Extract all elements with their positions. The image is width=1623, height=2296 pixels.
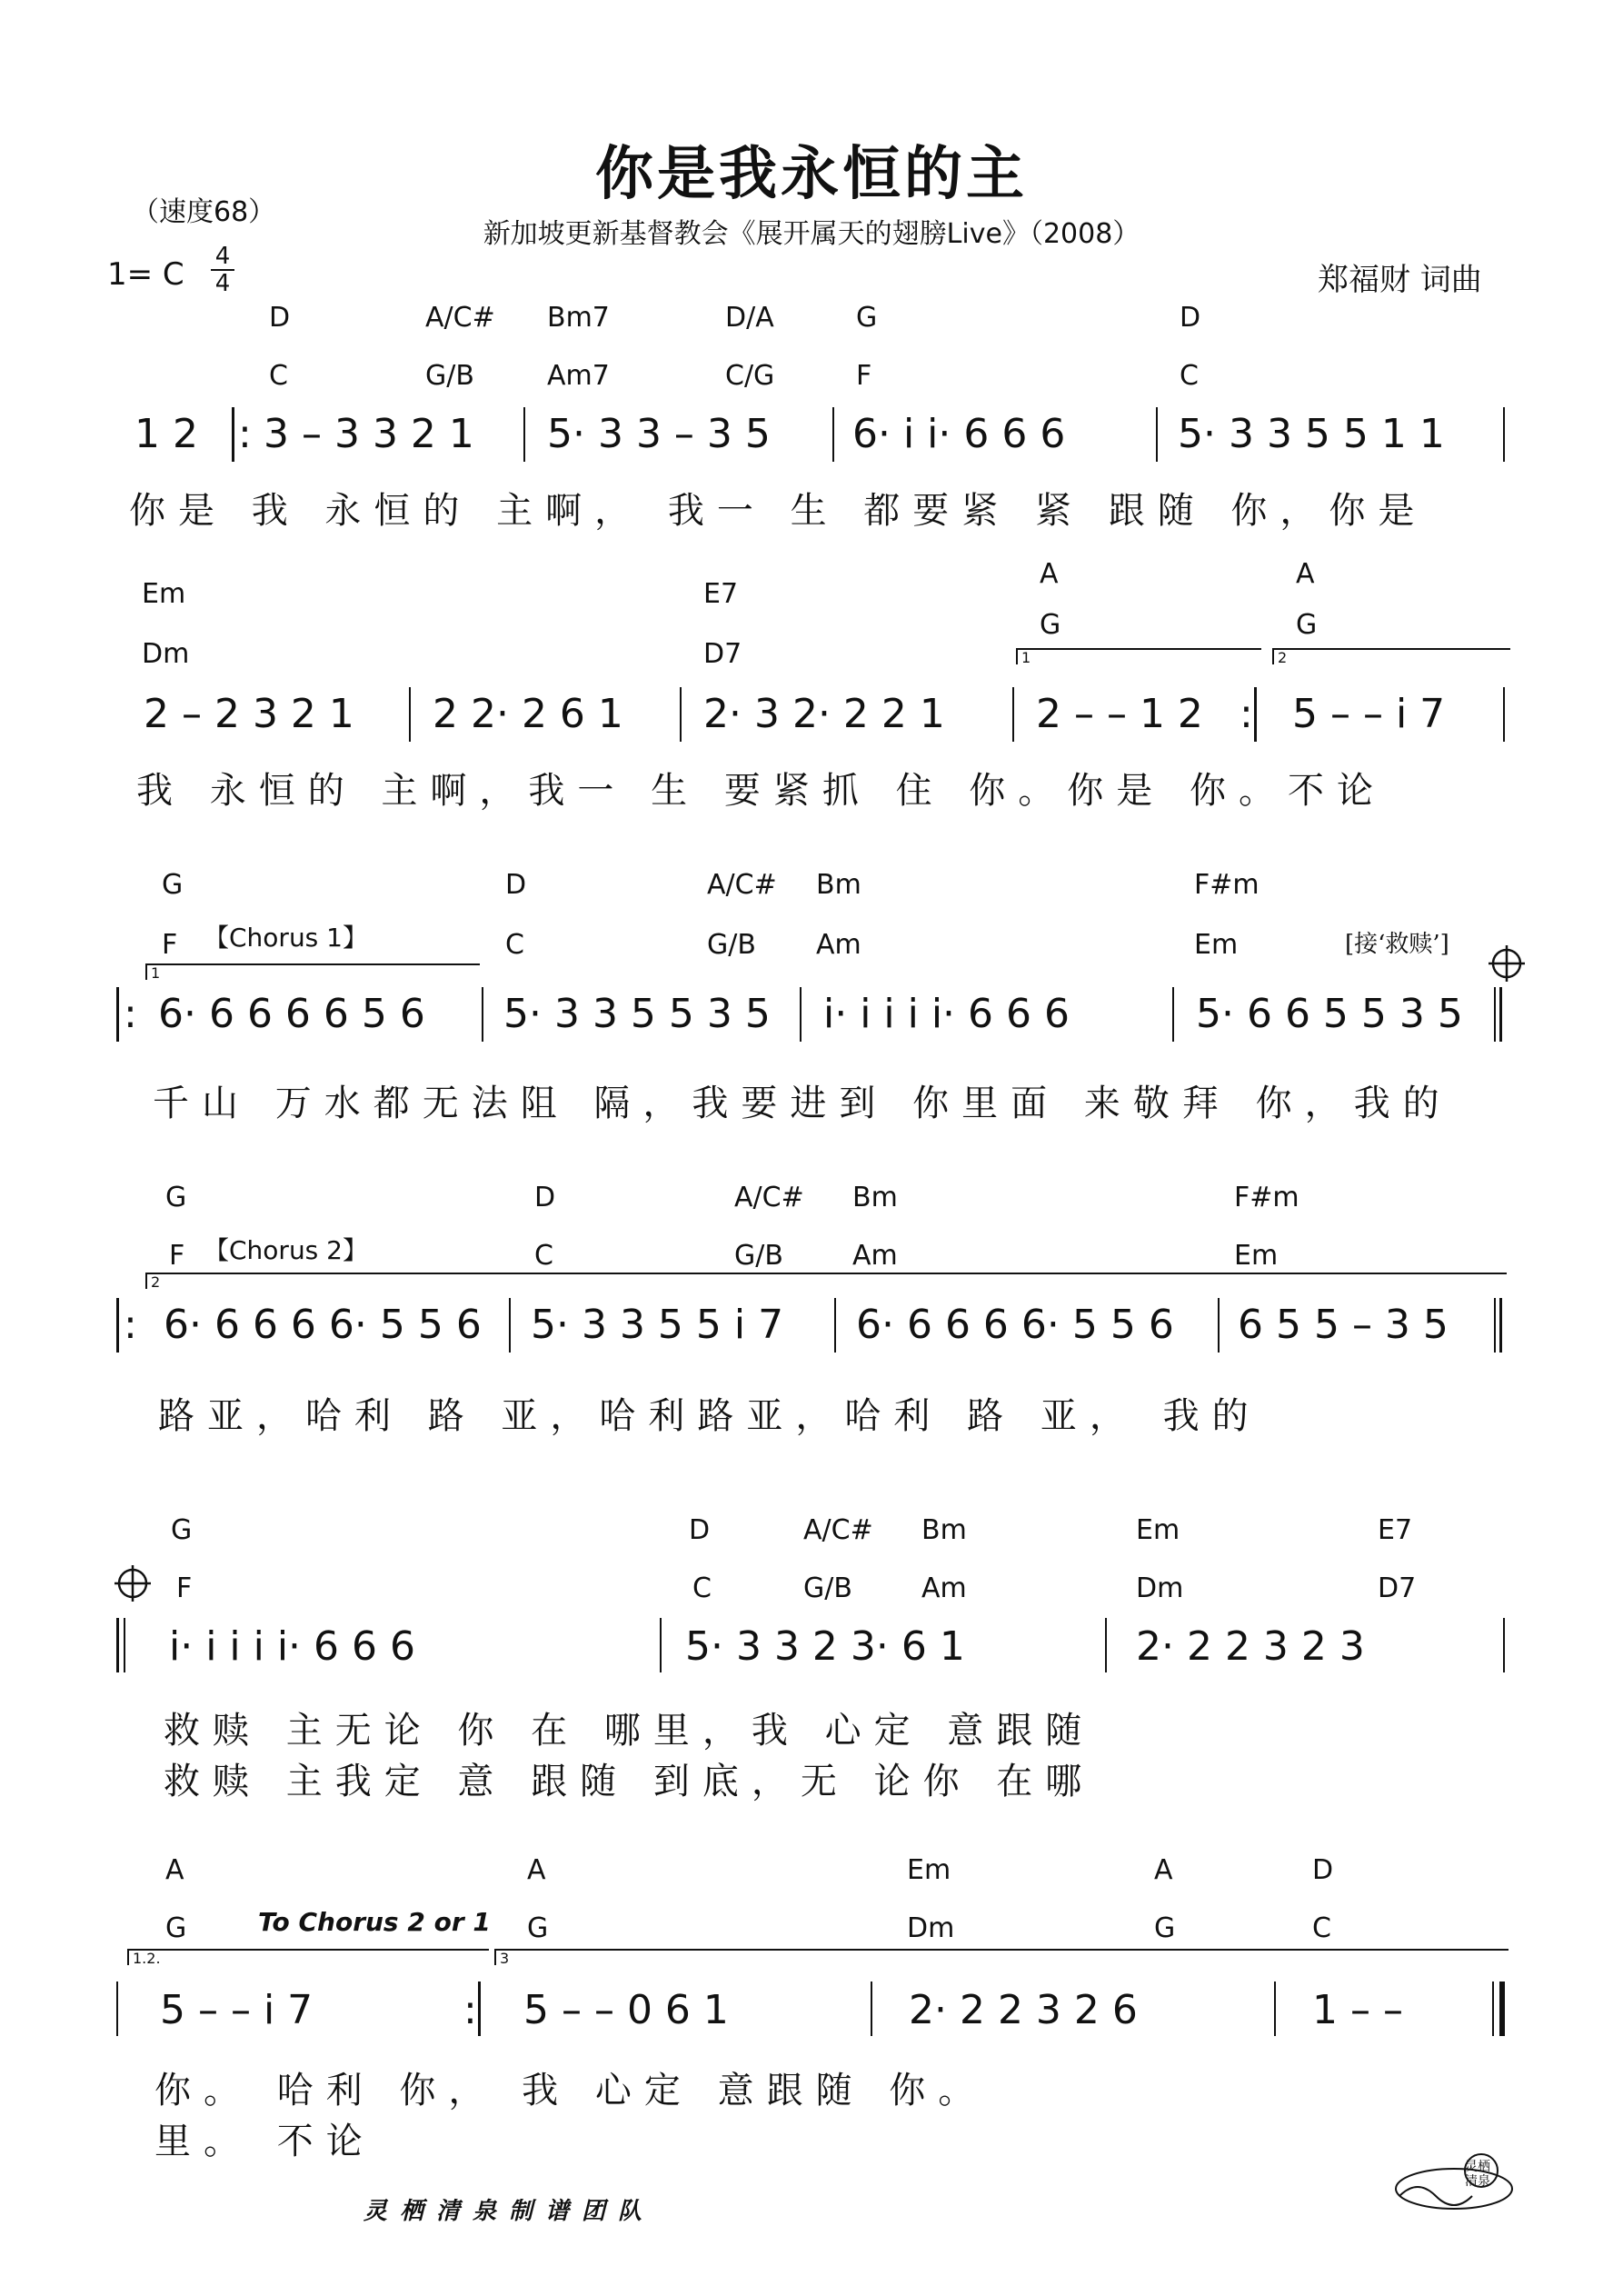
chord-top: A bbox=[165, 1854, 184, 1886]
chord-top: A bbox=[1154, 1854, 1173, 1886]
measure: 6 5 5 – 3 5 bbox=[1238, 1302, 1449, 1348]
chord-top: Bm bbox=[921, 1514, 967, 1546]
chord-top: G bbox=[162, 869, 184, 901]
coda-icon bbox=[115, 1565, 151, 1602]
chord-top: Bm bbox=[816, 869, 861, 901]
chord-top: D bbox=[269, 302, 291, 334]
chord-top: Bm7 bbox=[547, 302, 610, 334]
final-barline-thin bbox=[1492, 1982, 1494, 2036]
measure: 5· 3 3 5 5 i 7 bbox=[531, 1302, 784, 1348]
chord-bottom: C bbox=[692, 1572, 712, 1604]
chord-bottom: G/B bbox=[425, 360, 474, 392]
measure: 5· 3 3 2 3· 6 1 bbox=[685, 1623, 965, 1670]
barline bbox=[116, 1982, 118, 2036]
chord-bottom: G bbox=[165, 1912, 187, 1944]
lyrics-line: 救赎 主无论 你 在 哪里，我 心定 意跟随 bbox=[164, 1710, 1095, 1752]
measure: 2· 3 2· 2 2 1 bbox=[703, 691, 945, 737]
chord-bottom: G bbox=[1154, 1912, 1176, 1944]
volta-3: 3 bbox=[494, 1949, 1508, 1965]
lyrics-line: 我 永恒的 主啊，我一 生 要紧抓 住 你。你是 你。不论 bbox=[136, 770, 1387, 812]
measure: 1 – – bbox=[1312, 1987, 1403, 2033]
to-chorus-instruction: To Chorus 2 or 1 bbox=[258, 1907, 491, 1937]
chord-top: Em bbox=[1136, 1514, 1180, 1546]
measure: 6· i i· 6 6 6 bbox=[852, 411, 1066, 457]
repeat-end-barline bbox=[478, 1982, 481, 2036]
measure: 6· 6 6 6 6· 5 5 6 bbox=[164, 1302, 482, 1348]
chord-bottom: D7 bbox=[703, 638, 742, 670]
measure-pickup: 1 2 bbox=[134, 411, 198, 457]
measure: i· i i i i· 6 6 6 bbox=[823, 991, 1070, 1037]
chord-top: D bbox=[534, 1182, 556, 1213]
chord-top: F#m bbox=[1194, 869, 1260, 901]
chord-top: A/C# bbox=[803, 1514, 873, 1546]
chord-top: G bbox=[856, 302, 878, 334]
repeat-end-dots: : bbox=[463, 1987, 477, 2033]
repeat-start-dots: : bbox=[124, 1302, 137, 1348]
measure: 5 – – i 7 bbox=[160, 1987, 314, 2033]
chord-top: D bbox=[1312, 1854, 1334, 1886]
measure: 5· 3 3 5 5 1 1 bbox=[1178, 411, 1445, 457]
chord-top: Em bbox=[907, 1854, 951, 1886]
chord-bottom: G bbox=[1040, 609, 1061, 641]
barline bbox=[871, 1982, 872, 2036]
page-subtitle: 新加坡更新基督教会《展开属天的翅膀Live》（2008） bbox=[483, 218, 1140, 250]
lyrics-line-2: 里。 不论 bbox=[154, 2121, 375, 2162]
chord-bottom: Em bbox=[1194, 929, 1239, 961]
measure: 2 2· 2 6 1 bbox=[433, 691, 623, 737]
measure: 5 – – i 7 bbox=[1292, 691, 1446, 737]
chord-bottom: D7 bbox=[1378, 1572, 1417, 1604]
chord-bottom: C bbox=[505, 929, 524, 961]
chord-bottom: Am bbox=[921, 1572, 967, 1604]
chord-top: A bbox=[1040, 558, 1059, 590]
lyrics-line: 路亚，哈利 路 亚，哈利路亚，哈利 路 亚， 我的 bbox=[158, 1395, 1261, 1437]
chord-bottom: F bbox=[169, 1240, 185, 1272]
barline bbox=[1503, 1618, 1505, 1672]
chord-top: Bm bbox=[852, 1182, 898, 1213]
publisher-logo bbox=[1381, 2141, 1527, 2214]
measure: i· i i i i· 6 6 6 bbox=[169, 1623, 415, 1670]
chord-bottom: Dm bbox=[1136, 1572, 1184, 1604]
page-title: 你是我永恒的主 bbox=[595, 141, 1028, 208]
volta-1-2: 1.2. bbox=[127, 1949, 489, 1965]
chord-bottom: G/B bbox=[734, 1240, 783, 1272]
chord-bottom: Dm bbox=[142, 638, 190, 670]
chord-top: E7 bbox=[1378, 1514, 1413, 1546]
double-barline bbox=[116, 1618, 119, 1672]
chord-bottom: C/G bbox=[725, 360, 775, 392]
lyrics-line-2: 救赎 主我定 意 跟随 到底，无 论你 在哪 bbox=[164, 1761, 1095, 1802]
coda-icon bbox=[1489, 945, 1525, 982]
measure: 5· 3 3 5 5 3 5 bbox=[503, 991, 771, 1037]
time-signature-top: 4 bbox=[211, 244, 234, 271]
measure: 2· 2 2 3 2 3 bbox=[1136, 1623, 1365, 1670]
tempo-marking: （速度68） bbox=[132, 196, 276, 228]
volta-1: 1 bbox=[145, 963, 480, 980]
chord-top: E7 bbox=[703, 578, 739, 610]
chord-top: D bbox=[505, 869, 527, 901]
chord-top: G bbox=[171, 1514, 193, 1546]
section-label: 【Chorus 2】 bbox=[204, 1235, 368, 1265]
measure: 2· 2 2 3 2 6 bbox=[909, 1987, 1138, 2033]
measure: 6· 6 6 6 6 5 6 bbox=[158, 991, 425, 1037]
chord-top: D/A bbox=[725, 302, 774, 334]
chord-top: A bbox=[1296, 558, 1315, 590]
chord-bottom: G bbox=[1296, 609, 1318, 641]
volta-2: 2 bbox=[145, 1273, 1507, 1289]
double-barline-thin bbox=[124, 1618, 125, 1672]
measure: 3 – 3 3 2 1 bbox=[264, 411, 474, 457]
chord-top: F#m bbox=[1234, 1182, 1299, 1213]
chord-bottom: G bbox=[527, 1912, 549, 1944]
logo-icon bbox=[1381, 2141, 1527, 2214]
lyrics-line: 你。 哈利 你， 我 心定 意跟随 你。 bbox=[154, 2070, 988, 2111]
chord-bottom: F bbox=[176, 1572, 193, 1604]
chord-bottom: G/B bbox=[707, 929, 756, 961]
barline bbox=[1105, 1618, 1107, 1672]
footer-credit: 灵栖清泉制谱团队 bbox=[363, 2198, 655, 2225]
chord-bottom: Dm bbox=[907, 1912, 955, 1944]
chord-top: A/C# bbox=[425, 302, 495, 334]
lyrics-line: 你是 我 永恒的 主啊， 我一 生 都要紧 紧 跟随 你，你是 bbox=[129, 490, 1428, 532]
chord-bottom: Am bbox=[852, 1240, 898, 1272]
chord-top: A bbox=[527, 1854, 546, 1886]
chord-top: A/C# bbox=[707, 869, 777, 901]
logo-text: 灵栖清泉 bbox=[1465, 2160, 1490, 2189]
jump-note: [接‘救赎’] bbox=[1345, 931, 1449, 958]
chord-top: A/C# bbox=[734, 1182, 804, 1213]
chord-bottom: Em bbox=[1234, 1240, 1279, 1272]
chord-bottom: Am7 bbox=[547, 360, 610, 392]
time-signature-bottom: 4 bbox=[214, 270, 231, 297]
volta-1: 1 bbox=[1016, 648, 1261, 664]
measure: 6· 6 6 6 6· 5 5 6 bbox=[856, 1302, 1174, 1348]
measure: 2 – – 1 2 bbox=[1036, 691, 1203, 737]
chord-bottom: F bbox=[162, 929, 178, 961]
key-signature: 1= C bbox=[107, 256, 184, 293]
repeat-start-dots: : bbox=[124, 991, 137, 1037]
repeat-end-dots: : bbox=[1240, 691, 1253, 737]
section-label: 【Chorus 1】 bbox=[204, 923, 368, 953]
chord-top: D bbox=[1180, 302, 1201, 334]
measure: 5· 3 3 – 3 5 bbox=[547, 411, 771, 457]
chord-bottom: Am bbox=[816, 929, 861, 961]
chord-bottom: F bbox=[856, 360, 872, 392]
measure: 5 – – 0 6 1 bbox=[523, 1987, 729, 2033]
measure: 2 – 2 3 2 1 bbox=[144, 691, 354, 737]
barline bbox=[1274, 1982, 1276, 2036]
repeat-start-dots: : bbox=[238, 411, 252, 457]
measure: 5· 6 6 5 5 3 5 bbox=[1196, 991, 1463, 1037]
chord-top: Em bbox=[142, 578, 186, 610]
chord-top: G bbox=[165, 1182, 187, 1213]
chord-top: D bbox=[689, 1514, 711, 1546]
lyrics-line: 千山 万水都无法阻 隔，我要进到 你里面 来敬拜 你，我的 bbox=[153, 1083, 1452, 1124]
barline bbox=[660, 1618, 662, 1672]
chord-bottom: C bbox=[1312, 1912, 1331, 1944]
chord-bottom: C bbox=[1180, 360, 1199, 392]
chord-bottom: C bbox=[269, 360, 288, 392]
final-barline bbox=[1499, 1982, 1505, 2036]
chord-bottom: G/B bbox=[803, 1572, 852, 1604]
volta-2: 2 bbox=[1272, 648, 1510, 664]
chord-bottom: C bbox=[534, 1240, 553, 1272]
composer-credit: 郑福财 词曲 bbox=[1318, 262, 1482, 298]
